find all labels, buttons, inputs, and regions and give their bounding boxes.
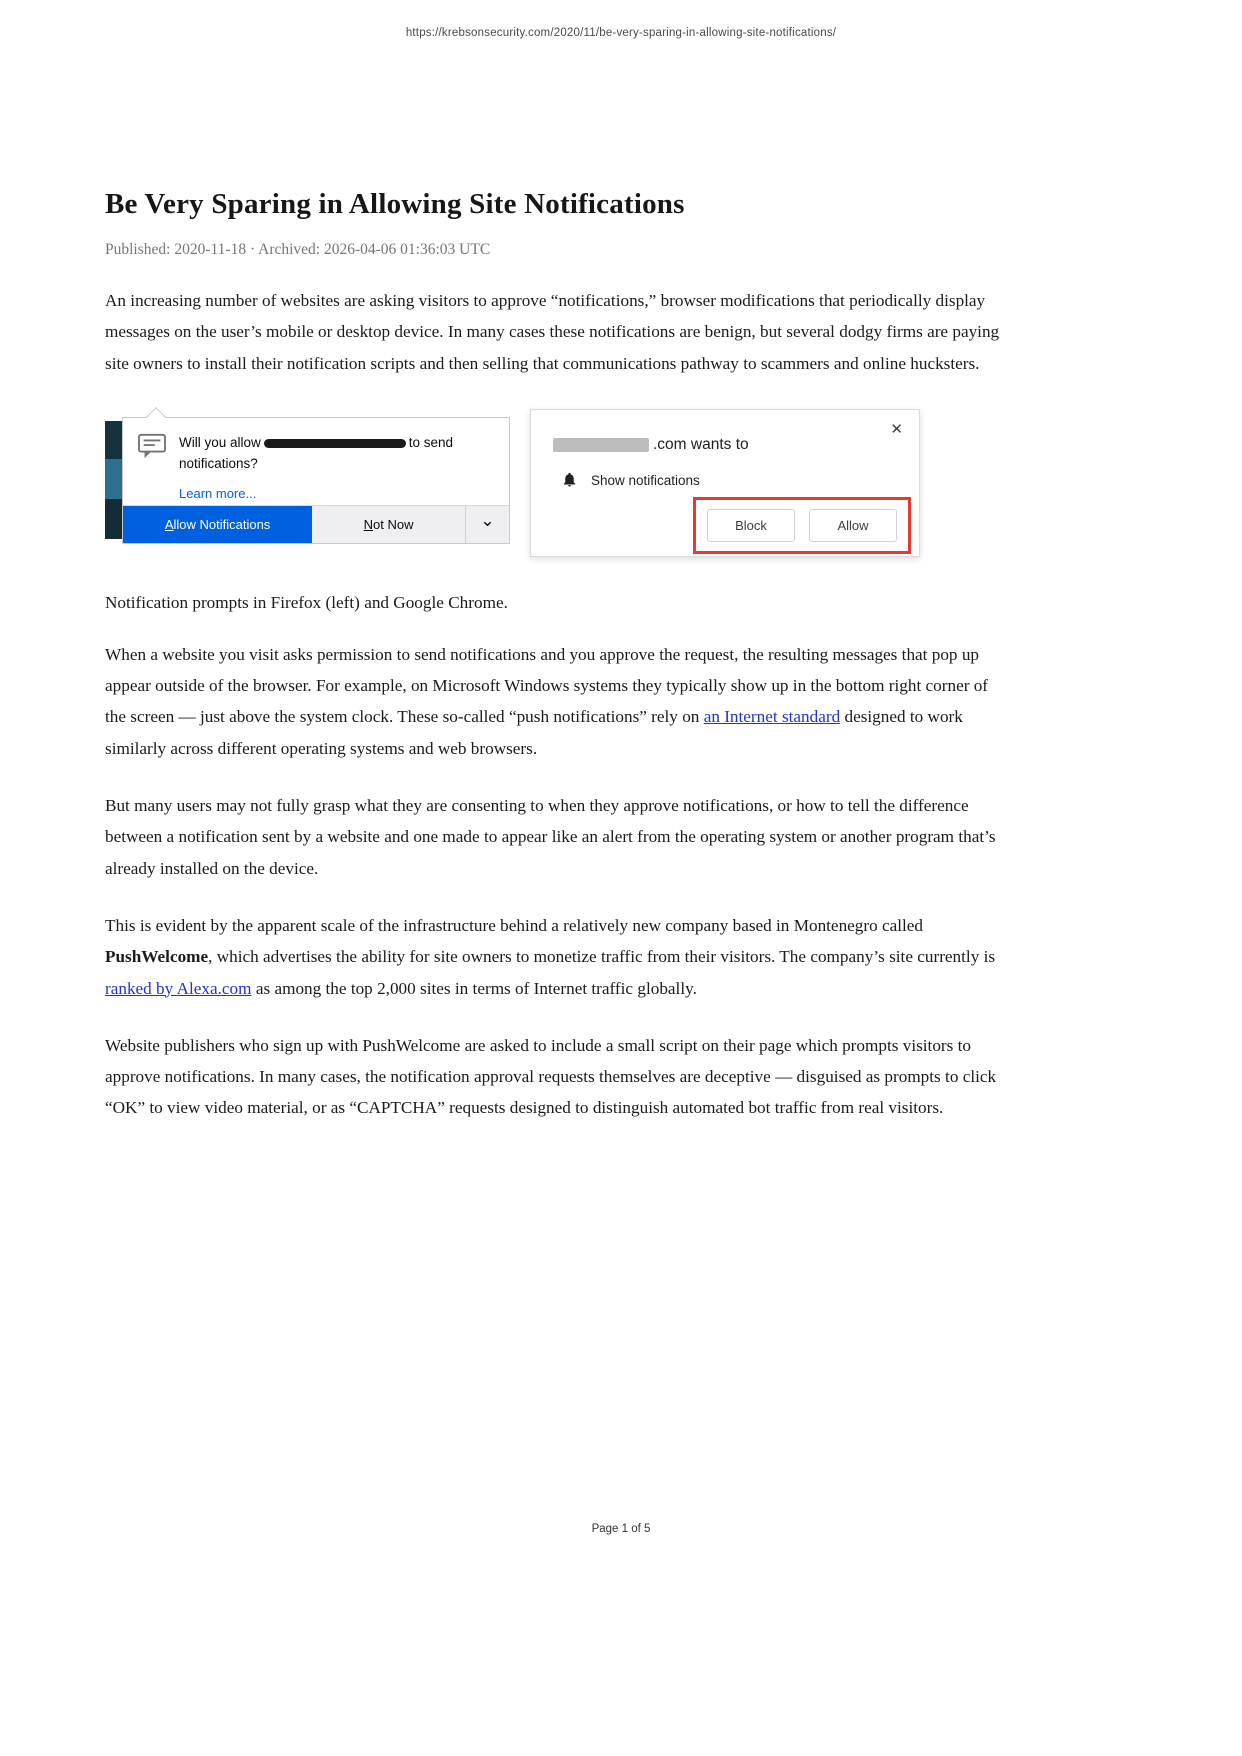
paragraph-intro: An increasing number of websites are asking visitors to approve “notifications,” browser modifications that periodically display messages on the user’s mobile or desktop device. In many cases these notifications are benign, but several dodgy firms are paying site owners to install their notification scripts and then selling that communications pathway to scammers and online hucksters.: [105, 291, 1000, 373]
wants-to-text: .com wants to: [653, 435, 749, 453]
redacted-site-name: [553, 438, 649, 452]
bell-icon: [561, 471, 578, 491]
firefox-prompt-text: [179, 433, 495, 505]
block-button: Block: [707, 509, 795, 542]
learn-more-link: Learn more...: [179, 485, 257, 501]
redacted-site-name: [264, 439, 406, 448]
prompt-text-pre: Will you allow: [179, 434, 261, 450]
prompt-text-post: to send notifications?: [179, 434, 454, 471]
article-title: Be Very Sparing in Allowing Site Notifications: [105, 188, 685, 220]
paragraph-publishers: Website publishers who sign up with PushWelcome are asked to include a small script on their page which prompts visitors to approve notifications. In many cases, the notification approval requests themselves are deceptive — disguised as prompts to click “OK” to view video material, or as “CAPTCHA” requests designed to distinguish automated bot traffic from real visitors.: [105, 1035, 997, 1118]
paragraph-text: as among the top 2,000 sites in terms of Internet traffic globally.: [251, 978, 697, 998]
close-icon: ✕: [890, 420, 903, 438]
archive-url: https://krebsonsecurity.com/2020/11/be-very-sparing-in-allowing-site-notifications/: [405, 27, 837, 39]
alexa-ranking-link[interactable]: ranked by Alexa.com: [105, 978, 252, 998]
allow-notifications-label: Allow Notifications: [164, 516, 271, 532]
paragraph-text: designed to work similarly across different operating systems and web browsers.: [105, 707, 963, 758]
paragraph-pushwelcome: [105, 910, 1011, 1004]
figure-caption: Notification prompts in Firefox (left) and Google Chrome.: [105, 592, 508, 612]
chrome-notification-prompt: [530, 409, 920, 557]
internet-standard-link[interactable]: an Internet standard: [703, 707, 841, 727]
paragraph-text: When a website you visit asks permission to send notifications and you approve the request, the resulting messages that pop up appear outside of the browser. For example, on Microsoft Windows systems they typically show up in the bottom right corner of the screen — just above the system clock. These so-called “push notifications” rely on: [105, 644, 989, 727]
chevron-down-icon: ⌄: [465, 506, 509, 543]
paragraph-text: , which advertises the ability for site owners to monetize traffic from their visitors. The company’s site currently is: [208, 947, 996, 967]
browser-edge-strip: [105, 421, 122, 539]
paragraph-push-notifications: [105, 639, 1011, 764]
not-now-button: [312, 506, 465, 543]
page-number-footer: Page 1 of 5: [591, 1523, 651, 1535]
red-highlight-box: [693, 497, 911, 554]
paragraph-text: This is evident by the apparent scale of the infrastructure behind a relatively new company based in Montenegro called: [105, 915, 924, 935]
notification-prompts-screenshot: [105, 409, 920, 559]
article-meta: Published: 2020-11-18 · Archived: 2026-04-06 01:36:03 UTC: [105, 241, 491, 258]
chrome-prompt-actions: [693, 497, 911, 554]
chrome-prompt-title: [531, 410, 919, 454]
article-content: [105, 0, 1011, 1124]
paragraph-user-confusion: But many users may not fully grasp what they are consenting to when they approve notifications, or how to tell the difference between a notification sent by a website and one made to appear like an alert from the operating system or another program that’s already installed on the device.: [105, 796, 996, 878]
not-now-label: Not Now: [363, 516, 414, 532]
allow-notifications-button: [123, 506, 312, 543]
show-notifications-label: Show notifications: [591, 473, 700, 489]
firefox-notification-prompt: [122, 417, 510, 544]
allow-button: Allow: [809, 509, 897, 542]
firefox-prompt-buttons: [123, 505, 509, 543]
pushwelcome-bold: PushWelcome: [105, 947, 209, 967]
firefox-prompt-body: [123, 418, 509, 505]
message-bubble-icon: [137, 433, 167, 505]
show-notifications-row: [531, 454, 919, 491]
